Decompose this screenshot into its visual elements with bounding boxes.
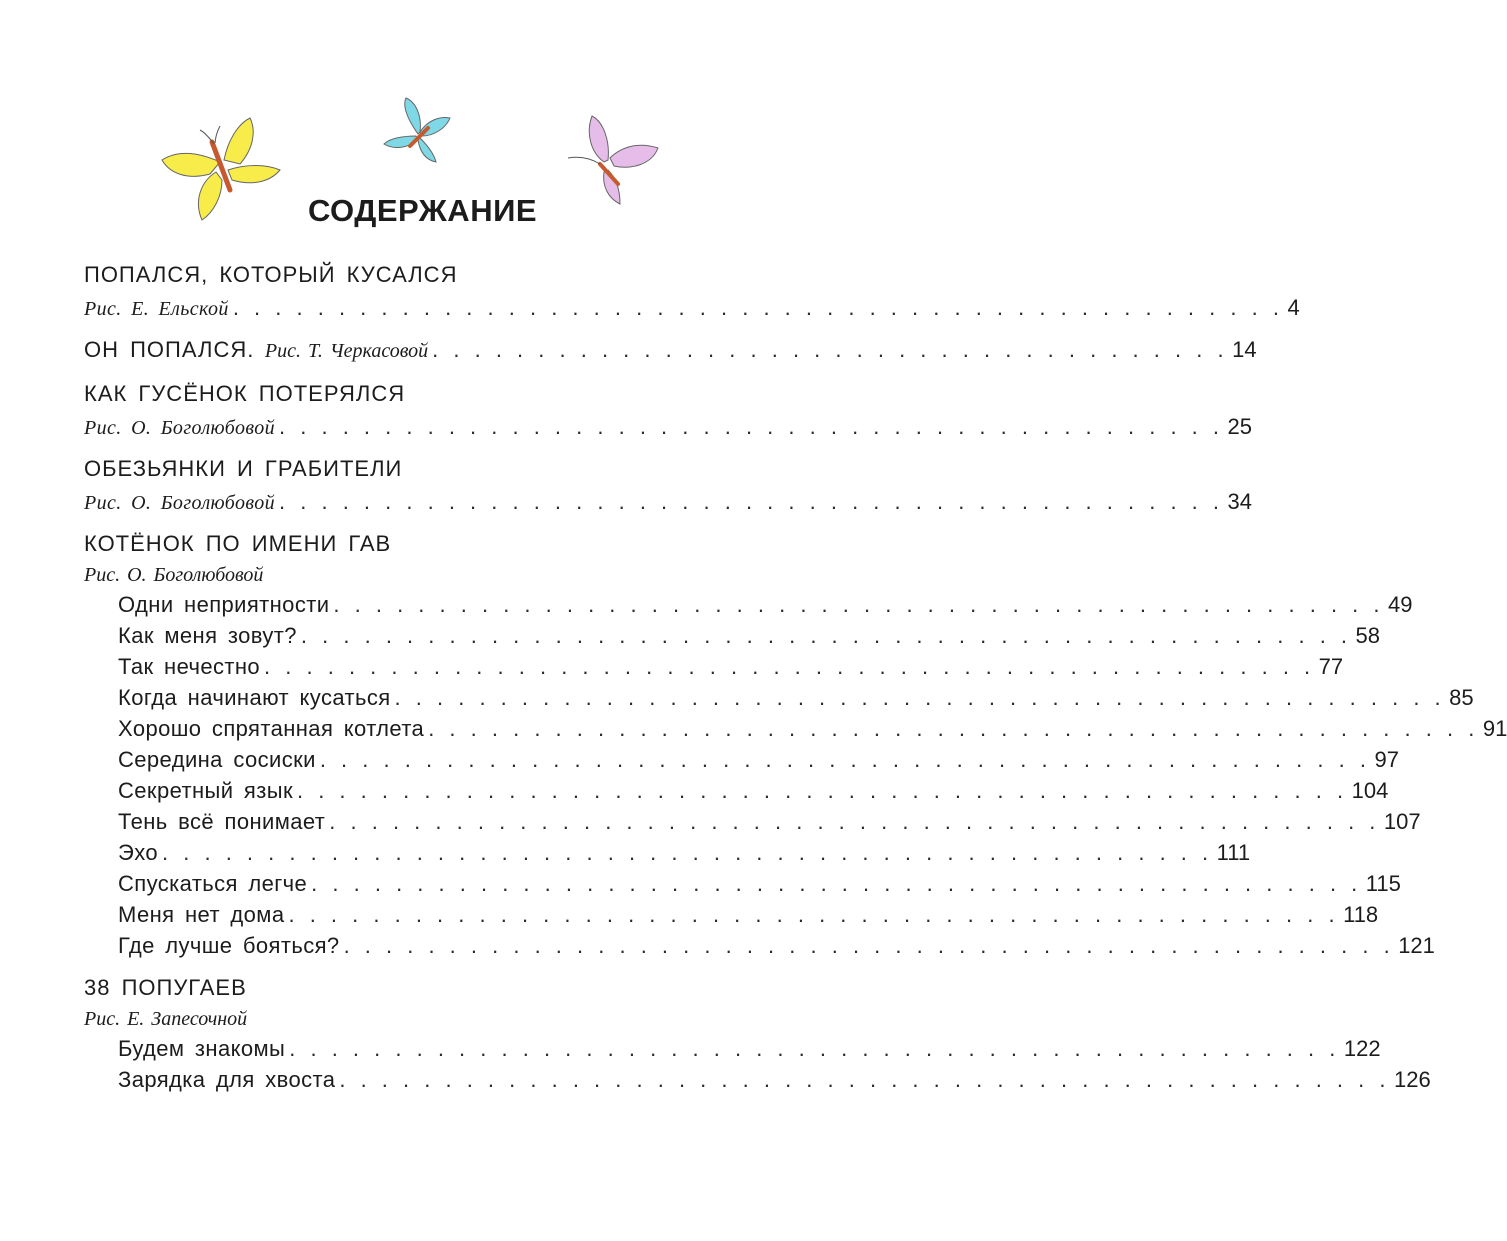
chapter-list — [84, 589, 1507, 961]
toc-entry[interactable] — [84, 837, 1251, 868]
chapter-title: Где лучше бояться? — [118, 933, 340, 958]
page-number: 77 — [1318, 654, 1344, 679]
leader-dots: . . . . . . . . . . . . . . . . . . . . . . . . . . . . . . . . . . . . . . . . . . . . . . . . . . — [394, 685, 1446, 710]
toc-entry[interactable] — [84, 899, 1379, 930]
page-number: 4 — [1287, 295, 1300, 320]
illustrator: Рис. О. Боголюбовой — [84, 564, 264, 586]
page-number: 49 — [1388, 592, 1413, 617]
page-number: 91 — [1482, 716, 1507, 741]
toc-entry[interactable] — [84, 620, 1381, 651]
chapter-title: Спускаться легче — [118, 871, 308, 896]
section-title: ОБЕЗЬЯНКИ И ГРАБИТЕЛИ — [84, 456, 403, 481]
chapter-title: Одни неприятности — [118, 592, 330, 617]
leader-dots: . . . . . . . . . . . . . . . . . . . . . . . . . . . . . . . . . . . . . . . . . . . . . . . . . . — [311, 871, 1362, 896]
section-title: ОН ПОПАЛСЯ. — [84, 337, 255, 362]
chapter-title: Тень всё понимает — [118, 809, 326, 834]
page-number: 104 — [1351, 778, 1389, 803]
leader-dots: . . . . . . . . . . . . . . . . . . . . . . . . . . . . . . . . . . . . . . . . . . . . . . . . . . — [343, 933, 1395, 958]
section-title: ПОПАЛСЯ, КОТОРЫЙ КУСАЛСЯ — [84, 262, 458, 287]
page-number: 14 — [1232, 337, 1257, 362]
toc-entry[interactable] — [84, 868, 1401, 899]
chapter-list — [84, 1033, 1431, 1095]
page-number: 118 — [1343, 902, 1379, 927]
leader-dots: . . . . . . . . . . . . . . . . . . . . . . . . . . . . . . . . . . . . . . . . . . . . . . . . . . — [329, 809, 1380, 834]
leader-dots: . . . . . . . . . . . . . . . . . . . . . . . . . . . . . . . . . . . . . . . . . . . . . . . . . . — [428, 716, 1479, 741]
toc-entry[interactable] — [84, 775, 1389, 806]
toc-entry[interactable] — [84, 744, 1399, 775]
section-title: КОТЁНОК ПО ИМЕНИ ГАВ — [84, 531, 392, 556]
chapter-title: Зарядка для хвоста — [118, 1067, 336, 1092]
chapter-title: Эхо — [118, 840, 159, 865]
toc-entry[interactable] — [84, 411, 1252, 442]
leader-dots: . . . . . . . . . . . . . . . . . . . . . . . . . . . . . . . . . . . . . . . . . . . . . . . . . . — [289, 1036, 1340, 1061]
toc-section — [84, 452, 1252, 517]
toc-section — [84, 971, 1431, 1095]
page-number: 34 — [1227, 489, 1252, 514]
chapter-title: Так нечестно — [118, 654, 261, 679]
page-number: 85 — [1449, 685, 1474, 710]
toc-entry[interactable] — [84, 682, 1474, 713]
page-number: 107 — [1383, 809, 1421, 834]
illustrator: Рис. О. Боголюбовой — [84, 492, 276, 514]
leader-dots: . . . . . . . . . . . . . . . . . . . . . . . . . . . . . . . . . . . . . . . . . . . . . . . . . . — [333, 592, 1385, 617]
toc-entry[interactable] — [84, 806, 1421, 837]
page-number: 126 — [1393, 1067, 1431, 1092]
chapter-title: Середина сосиски — [118, 747, 316, 772]
toc-entry[interactable] — [84, 333, 1257, 367]
page-number: 25 — [1227, 414, 1252, 439]
toc-entry[interactable] — [84, 589, 1413, 620]
section-title: 38 ПОПУГАЕВ — [84, 975, 247, 1000]
toc-entry[interactable] — [84, 651, 1344, 682]
page-number: 111 — [1216, 840, 1251, 865]
chapter-title: Хорошо спрятанная котлета — [118, 716, 425, 741]
toc-section — [84, 527, 1507, 961]
leader-dots: . . . . . . . . . . . . . . . . . . . . . . . . . . . . . . . . . . . . . . . . . . . . . . . . . . — [296, 778, 1348, 803]
toc-entry[interactable] — [84, 713, 1507, 744]
toc-section — [84, 377, 1252, 442]
chapter-title: Меня нет дома — [118, 902, 285, 927]
leader-dots: . . . . . . . . . . . . . . . . . . . . . . . . . . . . . . . . . . . . . . . . . . . . . . . . . . — [300, 623, 1352, 648]
toc-entry[interactable] — [84, 486, 1252, 517]
table-of-contents — [84, 258, 1507, 1105]
page-title: СОДЕРЖАНИЕ — [307, 193, 538, 228]
toc-entry[interactable] — [84, 1033, 1381, 1064]
chapter-title: Секретный язык — [118, 778, 293, 803]
chapter-title: Когда начинают кусаться — [118, 685, 391, 710]
leader-dots: . . . . . . . . . . . . . . . . . . . . . . . . . . . . . . . . . . . . . . . . . . . . . . . . . . — [162, 840, 1213, 865]
leader-dots: . . . . . . . . . . . . . . . . . . . . . . . . . . . . . . . . . . . . . . . . . . . . . . . . . . — [232, 295, 1284, 320]
page-number: 97 — [1374, 747, 1399, 772]
leader-dots: . . . . . . . . . . . . . . . . . . . . . . . . . . . . . . . . . . . . . . . . . . . . . . . . . . — [339, 1067, 1390, 1092]
page-number: 58 — [1355, 623, 1381, 648]
chapter-title: Как меня зовут? — [118, 623, 297, 648]
leader-dots: . . . . . . . . . . . . . . . . . . . . . . . . . . . . . . . . . . . . . . . . . . . . . . . . . . — [319, 747, 1371, 772]
toc-section — [84, 258, 1300, 323]
toc-section — [84, 333, 1257, 367]
leader-dots: . . . . . . . . . . . . . . . . . . . . . . . . . . . . . . . . . . . . . . . . . . . . . . . . . . — [288, 902, 1340, 927]
toc-entry[interactable] — [84, 1064, 1431, 1095]
page-number: 121 — [1398, 933, 1435, 958]
page-number: 115 — [1365, 871, 1401, 896]
illustrator: Рис. Е. Запесочной — [84, 1008, 248, 1030]
toc-entry[interactable] — [84, 930, 1435, 961]
leader-dots: . . . . . . . . . . . . . . . . . . . . . . . . . . . . . . . . . . . . . . . . . . . . . — [279, 489, 1224, 514]
leader-dots: . . . . . . . . . . . . . . . . . . . . . . . . . . . . . . . . . . . . . . . . . . . . . — [279, 414, 1224, 439]
toc-entry[interactable] — [84, 292, 1300, 323]
section-title: КАК ГУСЁНОК ПОТЕРЯЛСЯ — [84, 381, 406, 406]
leader-dots: . . . . . . . . . . . . . . . . . . . . . . . . . . . . . . . . . . . . . . . . . . . . . . . . . . — [264, 654, 1315, 679]
chapter-title: Будем знакомы — [118, 1036, 286, 1061]
page-number: 122 — [1343, 1036, 1381, 1061]
blue-butterfly-icon — [380, 96, 458, 166]
illustrator: Рис. О. Боголюбовой — [84, 417, 276, 439]
illustrator: Рис. Е. Ельской — [84, 298, 229, 320]
leader-dots: . . . . . . . . . . . . . . . . . . . . . . . . . . . . . . . . . . . . . . — [432, 337, 1229, 362]
illustrator: Рис. Т. Черкасовой — [264, 340, 429, 362]
